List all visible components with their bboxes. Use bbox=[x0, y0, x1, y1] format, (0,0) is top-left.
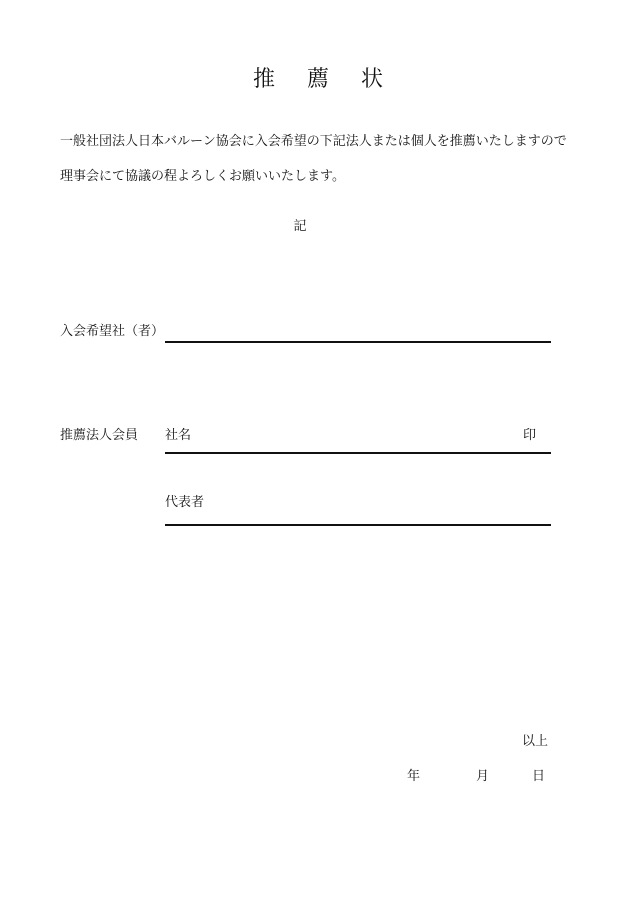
company-name-label: 社名 bbox=[165, 428, 192, 443]
title-char: 状 bbox=[361, 67, 384, 92]
company-name-fill-line bbox=[165, 452, 551, 454]
date-year-label: 年 bbox=[407, 769, 421, 784]
applicant-label: 入会希望社（者） bbox=[60, 324, 165, 339]
seal-label: 印 bbox=[523, 428, 537, 443]
recommender-label: 推薦法人会員 bbox=[60, 428, 139, 443]
date-day-label: 日 bbox=[532, 769, 546, 784]
document-title bbox=[0, 62, 636, 93]
representative-fill-line bbox=[165, 524, 551, 526]
title-char: 推 bbox=[252, 67, 275, 92]
title-char: 薦 bbox=[306, 67, 329, 92]
intro-line-1: 一般社団法人日本バルーン協会に入会希望の下記法人または個人を推薦いたしますので bbox=[60, 134, 567, 149]
date-month-label: 月 bbox=[476, 769, 490, 784]
applicant-fill-line bbox=[165, 341, 551, 343]
end-mark: 以上 bbox=[522, 734, 549, 749]
ki-heading: 記 bbox=[293, 219, 307, 234]
intro-line-2: 理事会にて協議の程よろしくお願いいたします。 bbox=[60, 169, 345, 184]
representative-label: 代表者 bbox=[165, 495, 205, 510]
